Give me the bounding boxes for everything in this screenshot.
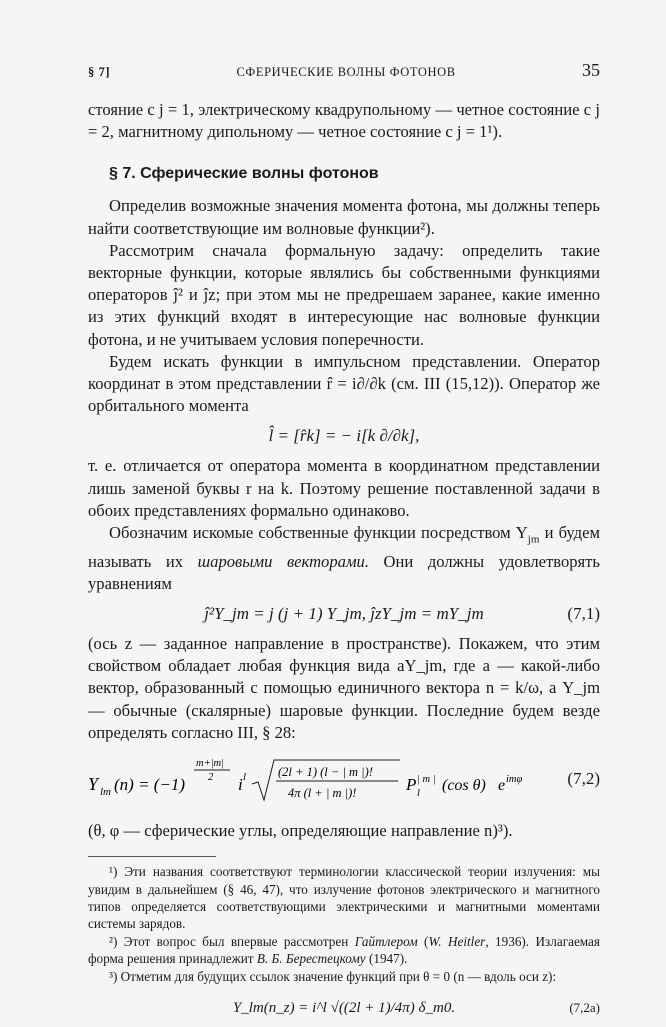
svg-text:l: l [417,787,420,799]
svg-text:imφ: imφ [506,773,523,785]
svg-text:2: 2 [208,771,214,783]
footnote-3: ³) Отметим для будущих ссылок значение функций при θ = 0 (n — вдоль оси z): [109,968,557,984]
footnote-2-text-c: , 1936). Излагаемая форма решения принадлежит [88,933,600,967]
paragraph-1: Определив возможные значения момента фотона, мы должны теперь найти соответствующие им волновые функции²). [88,196,600,238]
equation-7-2 [88,754,600,814]
intro-paragraph: стояние с j = 1, электрическому квадрупольному — четное состояние с j = 2, магнитному дипольному — четное состояние с j = 1¹). [88,100,600,142]
svg-text:| m |: | m | [417,773,436,785]
svg-text:P: P [406,774,417,794]
book-page [88,60,600,1027]
footnote-2-text-a: ²) Этот вопрос был впервые рассмотрен [109,933,355,949]
page-number: 35 [581,60,600,80]
svg-text:(n) = (−1): (n) = (−1) [114,774,186,794]
paragraph-2: Рассмотрим сначала формальную задачу: определить такие векторные функции, которые являлись бы собственными функциями операторов ĵ² и ĵz; при этом мы не предрешаем заранее, какие именно из этих функций входят в интересующие нас волновые функции фотона, и не учитываем условия поперечности. [88,240,600,349]
equation-7-1-body: ĵ²Y_jm = j (j + 1) Y_jm, ĵzY_jm = mY_jm [204,603,484,623]
paragraph-5 [88,522,600,595]
svg-text:l: l [243,770,247,783]
equation-7-2a-body: Y_lm(n_z) = i^l √((2l + 1)/4π) δ_m0. [232,1000,456,1017]
running-header [88,60,600,81]
equation-7-2a-number: (7,2a) [569,1000,600,1016]
equation-7-2-number: (7,2) [567,768,600,788]
svg-text:m+|m|: m+|m| [196,757,225,769]
running-title: СФЕРИЧЕСКИЕ ВОЛНЫ ФОТОНОВ [236,65,456,79]
footnote-2-author-3: В. Б. Берестецкому [256,951,366,967]
footnote-divider [88,856,216,857]
paragraph-5-text-a: Обозначим искомые собственные функции посредством Y [109,523,528,543]
paragraph-5-subscript: jm [527,533,540,546]
paragraph-5-emphasis: шаровыми векторами. [197,551,369,571]
paragraph-7: (θ, φ — сферические углы, определяющие направление n)³). [88,820,513,840]
svg-text:4π (l + | m |)!: 4π (l + | m |)! [288,785,357,800]
equation-7-1-number: (7,1) [567,603,600,623]
footnote-2-author-1: Гайтлером [354,933,418,949]
orbital-momentum-equation: l̂ = [r̂k] = − i[k ∂/∂k], [268,426,420,446]
footnote-2-text-b: ( [417,933,429,949]
paragraph-3: Будем искать функции в импульсном представлении. Оператор координат в этом представлении r̂ = i∂/∂k (см. III (15,12)). Оператор же орбитального момента [88,351,600,416]
footnote-2-text-d: (1947). [365,951,408,967]
paragraph-6: (ось z — заданное направление в пространстве). Покажем, что этим свойством обладает любая функция вида aY_jm, где a — какой-либо вектор, образованный с помощью единичного вектора n = k/ω, а Y_jm — обычные (скалярные) шаровые функции. Последние будем везде определять согласно III, § 28: [88,633,600,742]
svg-text:(cos θ): (cos θ) [442,776,486,794]
paragraph-5-text-b: и будем называть их [88,523,600,571]
svg-text:i: i [238,774,243,794]
equation-7-2-graphic [88,754,523,806]
footnote-2-author-2: W. Heitler [428,933,486,949]
svg-text:e: e [498,776,506,794]
section-title: § 7. Сферические волны фотонов [109,165,379,183]
footnote-1: ¹) Эти названия соответствуют терминологии классической теории излучения: мы увидим в дальнейшем (§ 46, 47), что излучение фотонов электрического и магнитного типов определяется соответствующими электрическими и магнитными моментами системы зарядов. [88,864,600,932]
svg-text:Y: Y [88,773,99,794]
svg-text:lm: lm [100,785,111,798]
section-reference: § 7] [88,65,111,79]
equation-7-1 [88,601,600,627]
svg-text:(2l + 1) (l − | m |)!: (2l + 1) (l − | m |)! [278,764,373,779]
paragraph-4: т. е. отличается от оператора момента в координатном представлении лишь заменой буквы r на k. Поэтому решение поставленной задачи в обоих представлениях формально одинаково. [88,456,600,520]
footnote-2 [88,933,600,968]
equation-7-2a [88,995,600,1021]
paragraph-5-text-c: Они должны удовлетворять уравнениям [88,551,600,593]
